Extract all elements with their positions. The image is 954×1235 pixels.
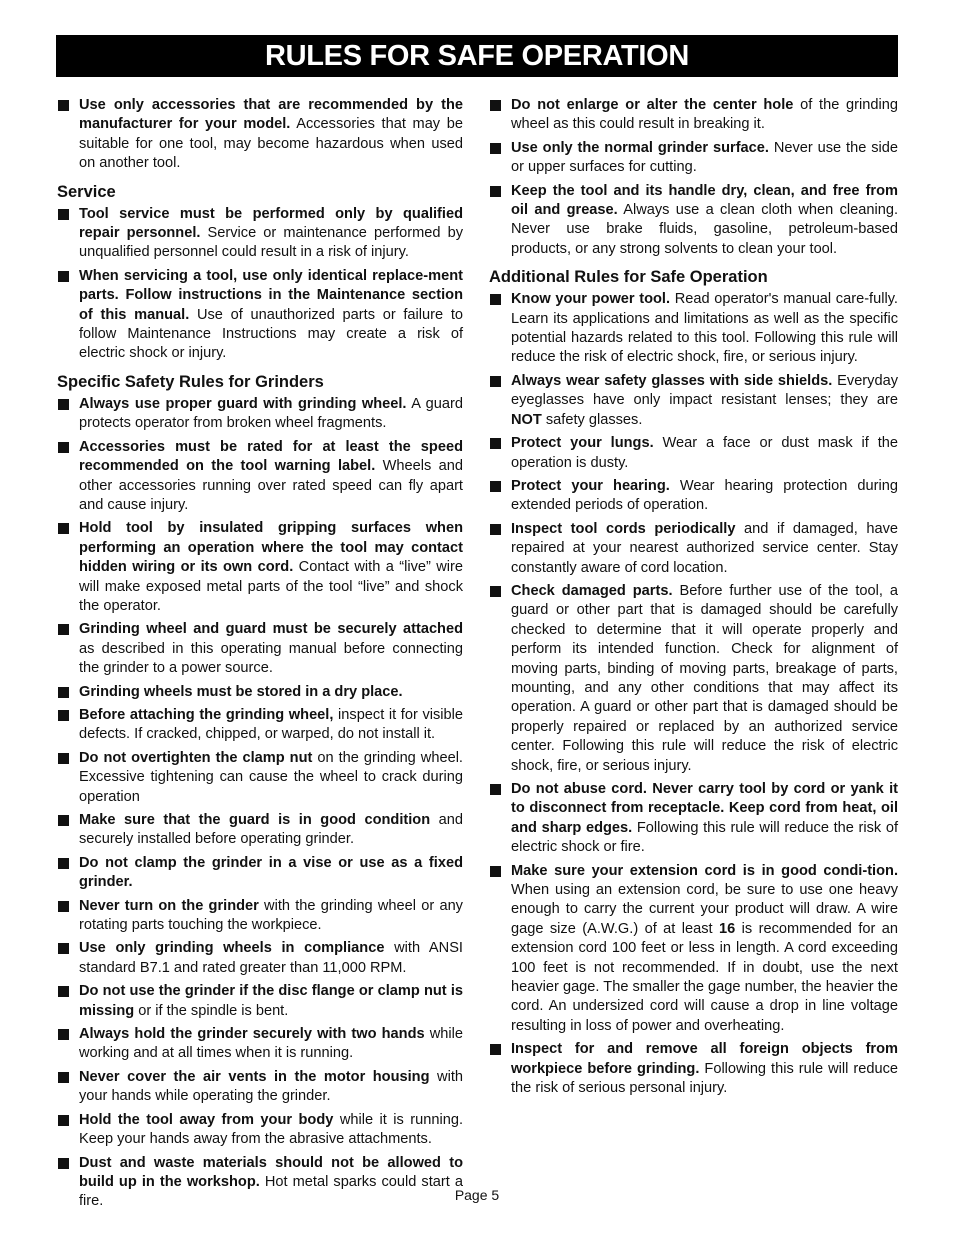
rule-lead: Use only grinding wheels in compliance — [79, 940, 385, 957]
rule-item — [57, 395, 463, 434]
rule-lead: Inspect for and remove all foreign objects from workpiece before grinding. — [511, 1041, 898, 1077]
square-bullet-icon — [58, 901, 69, 912]
rule-lead: Protect your lungs. — [511, 435, 654, 452]
rule-text: or if the spindle is bent. — [134, 1002, 289, 1019]
rule-lead: Keep the tool and its handle dry, clean, and free from oil and grease. — [511, 182, 898, 219]
rule-item — [489, 182, 898, 260]
rule-text: Everyday eyeglasses have only impact resistant lenses; they are — [511, 372, 898, 409]
rule-item — [489, 862, 898, 1037]
rule-lead: Always wear safety glasses with side shields. — [511, 372, 833, 389]
rule-text: A guard protects operator from broken wheel fragments. — [79, 395, 463, 432]
square-bullet-icon — [58, 523, 69, 534]
rule-emphasis: 16 — [719, 920, 736, 937]
rule-text: while working and at all times when it is running. — [79, 1026, 464, 1062]
service-heading: Service — [57, 182, 116, 201]
grinder-rules-list — [57, 395, 463, 1212]
rule-emphasis: NOT — [511, 411, 542, 428]
rule-text: of the grinding wheel as this could result in breaking it. — [511, 97, 898, 133]
square-bullet-icon — [490, 586, 501, 597]
rule-text: and securely installed before operating grinder. — [79, 812, 464, 848]
rule-text: Read operator's manual care-fully. Learn its applications and limitations as well as the specific potential hazards related to this tool. Following this rule will reduce the risk of electric shock, fire, or serious injury. — [511, 291, 898, 366]
right-column — [489, 96, 898, 1103]
rule-item — [57, 1025, 463, 1064]
square-bullet-icon — [490, 1044, 501, 1055]
service-list — [57, 205, 463, 364]
rule-item — [489, 139, 898, 178]
page-title: RULES FOR SAFE OPERATION — [56, 35, 898, 77]
square-bullet-icon — [490, 294, 501, 305]
rule-text: Wheels and other accessories running over rated speed can fly apart and cause injury. — [79, 458, 463, 513]
rule-item — [489, 477, 898, 516]
rule-item — [57, 897, 463, 936]
rule-lead: Never cover the air vents in the motor housing — [79, 1068, 430, 1085]
square-bullet-icon — [58, 687, 69, 698]
rule-lead: Know your power tool. — [511, 291, 671, 308]
rule-item — [57, 1068, 463, 1107]
square-bullet-icon — [490, 186, 501, 197]
rule-text: on the grinding wheel. Excessive tightening can cause the wheel to crack during operation — [79, 749, 463, 805]
rule-lead: Make sure that the guard is in good condition — [79, 812, 431, 828]
rule-text: Never use the side or upper surfaces for cutting. — [511, 139, 898, 176]
rule-text: When using an extension cord, be sure to use one heavy enough to carry the current your product will draw. A wire gage size (A.W.G.) of at least — [511, 882, 898, 937]
rule-text: Hot metal sparks could start a fire. — [79, 1173, 463, 1210]
rule-text: Before further use of the tool, a guard or other part that is damaged should be carefully checked to determine that it will operate properly and perform its intended function. Check for alignment of moving parts, binding of moving parts, breakage of parts, mounting, and any other conditions that may affect its operation. A guard or other part that is damaged should be properly repaired or replaced by an authorized service center. Following this rule will reduce the risk of electric shock, fire, or serious injury. — [511, 582, 898, 774]
square-bullet-icon — [58, 1158, 69, 1169]
rule-lead: Use only the normal grinder surface. — [511, 139, 769, 156]
additional-rules-list — [489, 290, 898, 1098]
rule-item — [57, 706, 463, 745]
rule-text: with ANSI standard B7.1 and rated greater than 11,000 RPM. — [79, 940, 463, 976]
square-bullet-icon — [490, 100, 501, 111]
square-bullet-icon — [58, 1072, 69, 1083]
rule-text: Always use a clean cloth when cleaning. Never use brake fluids, gasoline, petroleum-based products, or any strong solvents to clean your tool. — [511, 202, 898, 257]
rule-item — [489, 1040, 898, 1098]
rule-item — [57, 1111, 463, 1150]
rule-lead: Protect your hearing. — [511, 477, 670, 494]
square-bullet-icon — [490, 524, 501, 535]
square-bullet-icon — [490, 784, 501, 795]
right-intro-list — [489, 96, 898, 259]
square-bullet-icon — [58, 753, 69, 764]
rule-item — [489, 290, 898, 368]
square-bullet-icon — [58, 399, 69, 410]
rule-lead: Hold tool by insulated gripping surfaces when performing an operation where the tool may contact hidden wiring or its own cord. — [79, 520, 463, 576]
rule-lead: Before attaching the grinding wheel, — [79, 706, 334, 723]
rule-lead: Grinding wheel and guard must be securely attached — [79, 621, 463, 638]
square-bullet-icon — [490, 866, 501, 877]
rule-item — [489, 582, 898, 776]
rule-text-continued: safety glasses. — [541, 411, 643, 428]
rule-item — [57, 683, 463, 702]
rule-text: while it is running. Keep your hands away from the abrasive attachments. — [79, 1111, 463, 1148]
rule-lead: Accessories must be rated for at least the speed recommended on the tool warning label. — [79, 438, 463, 475]
rule-item — [57, 939, 463, 978]
square-bullet-icon — [58, 624, 69, 635]
rule-text: and if damaged, have repaired at your nearest authorized service center. Stay constantly aware of cord location. — [511, 520, 898, 576]
rule-text: Use of unauthorized parts or failure to follow Maintenance Instructions may create a risk of electric shock or injury. — [79, 306, 463, 362]
rule-lead: Inspect tool cords periodically — [511, 520, 736, 537]
rule-text: Service or maintenance performed by unqualified personnel could result in a risk of injury. — [79, 225, 463, 261]
rule-text: Following this rule will reduce the risk of serious personal injury. — [511, 1060, 898, 1097]
rule-item — [57, 982, 463, 1021]
rule-lead: Make sure your extension cord is in good condi-tion. — [511, 862, 898, 879]
rule-item — [57, 267, 463, 364]
rule-text: Contact with a “live” wire will make exposed metal parts of the tool “live” and shock the operator. — [79, 559, 464, 614]
square-bullet-icon — [490, 143, 501, 154]
rule-item — [489, 372, 898, 430]
rule-lead: Do not abuse cord. Never carry tool by cord or yank it to disconnect from receptacle. Keep cord from heat, oil and sharp edges. — [511, 781, 898, 836]
rule-text: Following this rule will reduce the risk of electric shock or fire. — [511, 819, 898, 856]
rule-lead: Never turn on the grinder — [79, 897, 259, 914]
square-bullet-icon — [58, 100, 69, 111]
rule-lead: Use only accessories that are recommended by the manufacturer for your model. — [79, 97, 463, 133]
rule-item — [57, 519, 463, 616]
rule-item — [57, 749, 463, 807]
square-bullet-icon — [58, 442, 69, 453]
rule-text: as described in this operating manual before connecting the grinder to a power source. — [79, 640, 463, 677]
rule-item — [57, 854, 463, 893]
rule-lead: Do not enlarge or alter the center hole — [511, 97, 794, 113]
rule-item — [57, 96, 463, 174]
rule-text: Wear hearing protection during extended periods of operation. — [511, 477, 898, 514]
rule-item — [489, 434, 898, 473]
grinder-rules-heading: Specific Safety Rules for Grinders — [57, 372, 324, 391]
rule-lead: When servicing a tool, use only identical replace-ment parts. Follow instructions in the Maintenance section of this manual. — [79, 267, 463, 323]
rule-lead: Hold the tool away from your body — [79, 1111, 334, 1128]
rule-text: inspect it for visible defects. If cracked, chipped, or warped, do not install it. — [79, 706, 464, 743]
square-bullet-icon — [58, 271, 69, 282]
rule-item — [57, 205, 463, 263]
square-bullet-icon — [58, 710, 69, 721]
rule-lead: Always hold the grinder securely with two hands — [79, 1026, 425, 1043]
square-bullet-icon — [490, 438, 501, 449]
square-bullet-icon — [58, 815, 69, 826]
rule-lead: Dust and waste materials should not be allowed to build up in the workshop. — [79, 1154, 463, 1190]
square-bullet-icon — [58, 1115, 69, 1126]
rule-text: Wear a face or dust mask if the operation is dusty. — [511, 435, 898, 471]
square-bullet-icon — [58, 858, 69, 869]
square-bullet-icon — [490, 376, 501, 387]
left-intro-list — [57, 96, 463, 174]
rule-lead: Do not overtighten the clamp nut — [79, 749, 313, 766]
rule-lead: Tool service must be performed only by qualified repair personnel. — [79, 205, 463, 242]
square-bullet-icon — [58, 986, 69, 997]
square-bullet-icon — [58, 1029, 69, 1040]
left-column — [57, 96, 463, 1216]
rule-lead: Check damaged parts. — [511, 582, 673, 599]
square-bullet-icon — [58, 943, 69, 954]
square-bullet-icon — [490, 481, 501, 492]
rule-text: Accessories that may be suitable for one tool, may become hazardous when used on another tool. — [79, 116, 463, 172]
rule-text-continued: is recommended for an extension cord 100 feet or less in length. A cord exceeding 100 feet is not recommended. If in doubt, use the next heavier gage. The smaller the gage number, the heavier the cord. An undersized cord will cause a drop in line voltage resulting in loss of power and overheating. — [511, 920, 898, 1034]
rule-text: with your hands while operating the grinder. — [79, 1068, 463, 1105]
rule-lead: Do not use the grinder if the disc flange or clamp nut is missing — [79, 983, 463, 1019]
rule-text: with the grinding wheel or any rotating parts touching the workpiece. — [79, 897, 463, 934]
square-bullet-icon — [58, 209, 69, 220]
rule-item — [57, 438, 463, 516]
page-number: Page 5 — [454, 1187, 500, 1203]
rule-lead: Always use proper guard with grinding wheel. — [79, 395, 407, 412]
additional-rules-heading: Additional Rules for Safe Operation — [489, 268, 768, 287]
rule-item — [489, 780, 898, 858]
rule-item — [489, 96, 898, 135]
rule-item — [57, 620, 463, 678]
rule-item — [489, 520, 898, 578]
rule-lead: Do not clamp the grinder in a vise or use as a fixed grinder. — [79, 854, 463, 891]
rule-item — [57, 811, 463, 850]
rule-lead: Grinding wheels must be stored in a dry place. — [79, 683, 403, 700]
